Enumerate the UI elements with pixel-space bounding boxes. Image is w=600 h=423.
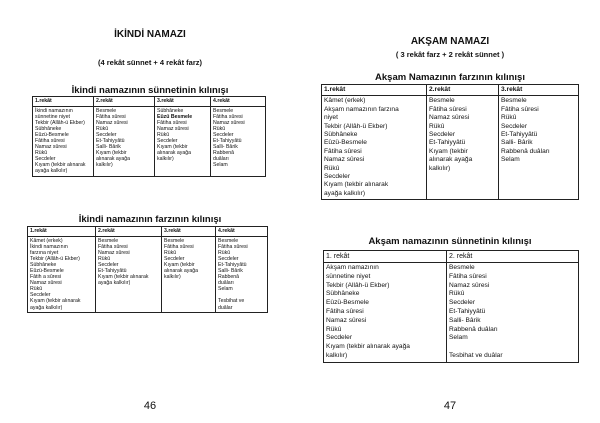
step-line: İkindi namazının — [35, 107, 73, 114]
aksam-sunnet-caption: Akşam namazının sünnetinin kılınışı — [368, 236, 532, 247]
step-line: kalkılır) — [96, 162, 113, 169]
step-line: Namaz sûresi — [324, 156, 365, 164]
step-line: Secdeler — [164, 255, 185, 262]
step-line: Rükû — [324, 164, 340, 172]
step-line: alınarak ayağa — [157, 150, 192, 157]
page-title: İKİNDİ NAMAZI — [114, 29, 186, 40]
step-line: Eûzü-Besmele — [30, 267, 64, 274]
table-header-row — [322, 85, 579, 96]
step-line: Tekbir (Allâh-ü Ekber) — [326, 281, 390, 289]
step-line: kalkılır) — [429, 164, 451, 172]
column-header: 1.rekât — [322, 85, 427, 96]
step-line: Fâtiha sûresi — [157, 119, 187, 126]
step-line: niyet — [324, 114, 338, 122]
step-line: Salli- Bârik — [213, 144, 238, 151]
rekat-cell — [94, 106, 155, 176]
step-line: Rabbenâ duâları — [449, 325, 498, 333]
step-line: Kıyam (tekbir alınarak ayağa — [326, 343, 410, 351]
step-line: Sübhâneke — [35, 125, 62, 132]
step-line: Kâmet (erkek) — [30, 237, 63, 244]
step-line: Namaz sûresi — [449, 281, 490, 289]
page-title: AKŞAM NAMAZI — [410, 36, 490, 47]
table-row — [322, 96, 579, 200]
step-line: Fâtiha sûresi — [429, 105, 467, 113]
step-line: farzına niyet — [30, 249, 59, 256]
step-line: Secdeler — [501, 122, 528, 130]
step-line: Fâtiha sûresi — [213, 113, 243, 120]
step-line: Besmele — [98, 237, 119, 244]
rekat-cell — [322, 96, 427, 200]
step-line: Salli- Bârik — [501, 139, 533, 147]
column-header: 3.rekât — [162, 227, 216, 237]
step-line: Rükû — [96, 125, 109, 132]
step-line: Rükû — [35, 150, 48, 157]
step-line: Et-Tahiyyâtü — [429, 139, 466, 147]
column-header: 1.rekât — [28, 227, 96, 237]
step-line: Fâtiha sûresi — [501, 105, 539, 113]
step-line: Salli- Bârik — [449, 316, 481, 324]
step-line: Fâtiha sûresi — [324, 147, 362, 155]
step-line: Rükû — [449, 290, 465, 298]
step-line: Namaz sûresi — [429, 114, 470, 122]
step-line: Secdeler — [213, 131, 234, 138]
step-line: kalkılır) — [164, 274, 181, 281]
aksam-sunnet-table — [323, 250, 579, 363]
right-page — [300, 0, 600, 423]
ikindi-sunnet-caption: İkindi namazının sünnetinin kılınışı — [71, 85, 229, 96]
step-line: Fâtiha sûresi — [96, 113, 126, 120]
step-line: alınarak ayağa — [96, 156, 131, 163]
step-line: Secdeler — [98, 261, 119, 268]
column-header: 4.rekât — [216, 227, 268, 237]
step-line: Besmele — [96, 107, 117, 114]
step-line: Rükû — [218, 249, 231, 256]
rekat-cell — [162, 236, 216, 312]
rekat-cell — [96, 236, 162, 312]
step-line: alınarak ayağa — [164, 267, 199, 274]
step-line: Selam — [449, 334, 468, 342]
step-line: Kıyam (tekbir — [96, 150, 127, 157]
step-line: Besmele — [429, 97, 455, 105]
step-line: Akşam namazının — [326, 264, 379, 271]
column-header: 4.rekât — [211, 97, 266, 107]
step-line: duâları — [218, 280, 234, 287]
step-line: Secdeler — [157, 137, 178, 144]
column-header: 1.rekât — [33, 97, 94, 107]
rekat-cell — [216, 236, 268, 312]
step-line: Kıyam (tekbir — [164, 261, 195, 268]
step-line: Kâmet (erkek) — [324, 97, 366, 105]
column-header: 1. rekât — [324, 251, 447, 263]
step-line: Selam — [213, 162, 228, 169]
step-line: Rabbenâ — [218, 274, 240, 281]
step-line: ayağa kalkılır) — [98, 280, 131, 287]
step-line: Secdeler — [96, 131, 117, 138]
step-line: Et-Tahiyyâtü — [98, 267, 127, 274]
step-line: Rabbenâ — [213, 150, 235, 157]
step-line: ayağa kalkılır) — [324, 189, 366, 197]
rekat-cell — [33, 106, 94, 176]
page-subtitle: (4 rekât sünnet + 4 rekât farz) — [97, 58, 202, 67]
step-line: Namaz sûresi — [98, 249, 130, 256]
table-header-row — [28, 227, 268, 237]
page-subtitle: ( 3 rekât farz + 2 rekât sünnet ) — [395, 50, 505, 59]
step-line: Sübhâneke — [324, 131, 358, 139]
step-line: İkindi namazının — [30, 243, 68, 250]
table-row — [28, 236, 268, 312]
step-line: Rabbenâ duâları — [501, 147, 550, 155]
step-line: Fâtiha sûresi — [449, 272, 487, 280]
rekat-cell — [427, 96, 499, 200]
rekat-cell — [324, 263, 447, 363]
step-line: Kıyam (tekbir — [429, 147, 468, 155]
step-line: duâlar — [218, 304, 233, 311]
step-line: kalkılır) — [157, 156, 174, 163]
step-line: Secdeler — [35, 156, 56, 163]
step-line: Fâtiha sûresi — [218, 243, 248, 250]
step-line: Namaz sûresi — [96, 119, 128, 126]
step-line: Eûzü-Besmele — [324, 139, 367, 147]
page-number: 47 — [443, 400, 457, 412]
step-line: alınarak ayağa — [429, 156, 473, 164]
step-line: Tesbihat ve duâlar — [449, 351, 503, 359]
rekat-cell — [28, 236, 96, 312]
step-line: Et-Tahiyyâtü — [213, 137, 242, 144]
step-line: sünnetine niyet — [35, 113, 70, 120]
step-line: Tekbir (Allâh-ü Ekber) — [324, 122, 388, 130]
step-line: Rükû — [98, 255, 111, 262]
step-line: Sübhâneke — [157, 107, 184, 114]
step-line: Rükû — [157, 131, 170, 138]
step-line: Namaz sûresi — [30, 280, 62, 287]
page-number: 46 — [143, 400, 157, 412]
column-header: 2. rekât — [447, 251, 579, 263]
table-header-row — [33, 97, 266, 107]
step-line: Besmele — [218, 237, 239, 244]
step-line: Rükû — [30, 286, 43, 293]
step-line: Secdeler — [324, 173, 351, 181]
spacer — [449, 343, 576, 352]
step-line: Fâtiha sûresi — [35, 137, 65, 144]
step-line: Secdeler — [326, 334, 353, 342]
step-line: Tekbir (Allâh-ü Ekber) — [30, 255, 80, 262]
step-line: Et-Tahiyyâtü — [501, 131, 538, 139]
step-line: Et-Tahiyyâtü — [449, 307, 486, 315]
column-header: 2.rekât — [427, 85, 499, 96]
rekat-cell — [155, 106, 211, 176]
step-line: ayağa kalkılır) — [30, 304, 63, 311]
step-line: duâları — [213, 156, 229, 163]
step-line: Rükû — [501, 114, 517, 122]
step-line: Secdeler — [30, 292, 51, 299]
step-line: Akşam namazının farzına — [324, 105, 399, 113]
step-line: Besmele — [449, 264, 475, 271]
step-line: Besmele — [164, 237, 185, 244]
ikindi-farz-caption: İkindi namazının farzının kılınışı — [78, 214, 222, 225]
step-line: Secdeler — [218, 255, 239, 262]
step-line: Eûzü Besmele — [157, 113, 193, 120]
step-line: Kıyam (tekbir alınarak — [35, 162, 86, 169]
step-line: Selam — [218, 286, 233, 293]
step-line: Sübhâneke — [30, 261, 57, 268]
step-line: Besmele — [501, 97, 527, 105]
step-line: ayağa kalkılır) — [35, 168, 68, 175]
step-line: Namaz sûresi — [326, 316, 367, 324]
step-line: Tekbir (Allâh-ü Ekber) — [35, 119, 85, 126]
step-line: sünnetine niyet — [326, 272, 371, 280]
step-line: Secdeler — [449, 299, 476, 307]
step-line: Sübhâneke — [326, 290, 360, 298]
rekat-cell — [499, 96, 579, 200]
step-line: Et-Tahiyyâtü — [96, 137, 125, 144]
step-line: Fâtiha sûresi — [164, 243, 194, 250]
step-line: Namaz sûresi — [213, 119, 245, 126]
step-line: Rükû — [213, 125, 226, 132]
rekat-cell — [447, 263, 579, 363]
ikindi-farz-table — [27, 226, 268, 313]
step-line: Namaz sûresi — [35, 144, 67, 151]
table-row — [324, 263, 579, 363]
column-header: 3.rekât — [499, 85, 579, 96]
step-line: Salli- Bârik — [218, 267, 243, 274]
step-line: Kıyam (tekbir alınarak — [30, 298, 81, 305]
table-row — [33, 106, 266, 176]
step-line: Tesbihat ve — [218, 298, 245, 305]
column-header: 2.rekât — [94, 97, 155, 107]
step-line: Eûzü-Besmele — [326, 299, 369, 307]
step-line: Rükû — [326, 325, 342, 333]
step-line: Eûzü-Besmele — [35, 131, 69, 138]
table-header-row — [324, 251, 579, 263]
step-line: Rükû — [164, 249, 177, 256]
step-line: Et-Tahiyyâtü — [218, 261, 247, 268]
step-line: Fâtiha sûresi — [326, 307, 364, 315]
step-line: Fâtih a sûresi — [30, 274, 62, 281]
step-line: Salli- Bârik — [96, 144, 121, 151]
step-line: Secdeler — [429, 131, 456, 139]
aksam-farz-table — [321, 84, 579, 200]
rekat-cell — [211, 106, 266, 176]
step-line: Rükû — [429, 122, 445, 130]
step-line: Selam — [501, 156, 520, 164]
step-line: Besmele — [213, 107, 234, 114]
step-line: Kıyam (tekbir alınarak — [98, 274, 149, 281]
ikindi-sunnet-table — [32, 96, 266, 177]
aksam-farz-caption: Akşam Namazının farzının kılınışı — [375, 72, 525, 83]
step-line: kalkılır) — [326, 351, 348, 359]
step-line: Fâtiha sûresi — [98, 243, 128, 250]
step-line: Kıyam (tekbir alınarak — [324, 181, 389, 189]
step-line: Namaz sûresi — [157, 125, 189, 132]
step-line: Kıyam (tekbir — [157, 144, 188, 151]
column-header: 2.rekât — [96, 227, 162, 237]
column-header: 3.rekât — [155, 97, 211, 107]
